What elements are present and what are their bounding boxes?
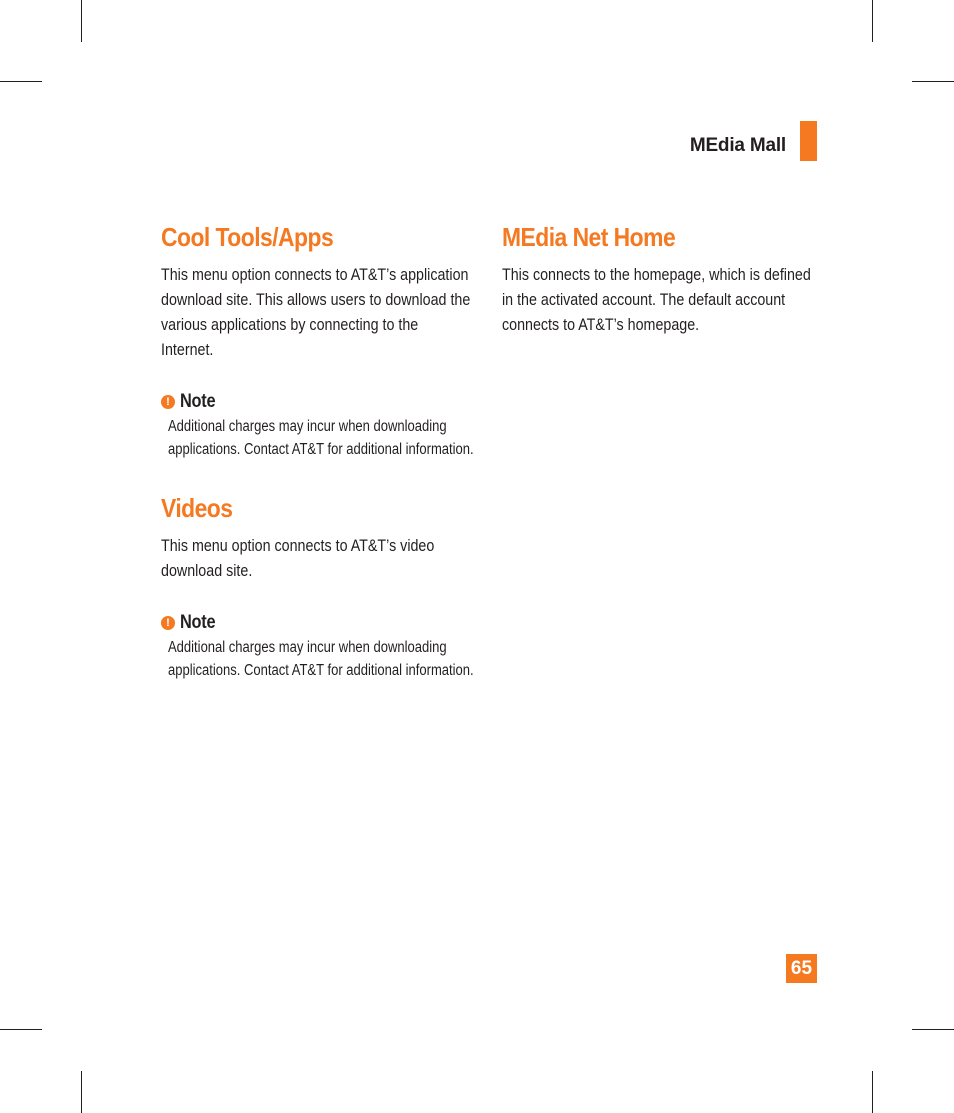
note-title: Note	[180, 612, 216, 633]
crop-mark	[81, 0, 82, 42]
note-text: Additional charges may incur when downloading applications. Contact AT&T for additional information.	[168, 418, 474, 458]
section-videos	[161, 491, 474, 682]
crop-mark	[0, 1029, 42, 1030]
section-body: This menu option connects to AT&T’s application download site. This allows users to download the various applications by connecting to the Internet.	[161, 265, 471, 359]
section-title: MEdia Net Home	[502, 222, 676, 252]
note-header	[161, 611, 471, 635]
note-header	[161, 390, 471, 414]
chapter-title: MEdia Mall	[689, 135, 786, 156]
exclamation-circle-icon: !	[161, 616, 175, 630]
section-body: This menu option connects to AT&T’s video download site.	[161, 536, 435, 580]
note-box	[161, 390, 474, 461]
crop-mark	[912, 81, 954, 82]
section-body: This connects to the homepage, which is defined in the activated account. The default account connects to AT&T’s homepage.	[502, 265, 811, 334]
note-title: Note	[180, 391, 216, 412]
section-cool-tools-apps	[161, 220, 474, 461]
crop-mark	[81, 1071, 82, 1113]
section-media-net-home	[502, 220, 822, 337]
section-title: Cool Tools/Apps	[161, 222, 334, 252]
page-number: 65	[786, 954, 817, 983]
chapter-tab-marker	[800, 121, 817, 161]
crop-mark	[0, 81, 42, 82]
left-column	[161, 220, 474, 682]
note-box	[161, 611, 474, 682]
right-column	[502, 220, 822, 337]
note-text: Additional charges may incur when downloading applications. Contact AT&T for additional information.	[168, 639, 474, 679]
exclamation-circle-icon: !	[161, 395, 175, 409]
crop-mark	[872, 0, 873, 42]
crop-mark	[872, 1071, 873, 1113]
section-title: Videos	[161, 493, 233, 523]
crop-mark	[912, 1029, 954, 1030]
